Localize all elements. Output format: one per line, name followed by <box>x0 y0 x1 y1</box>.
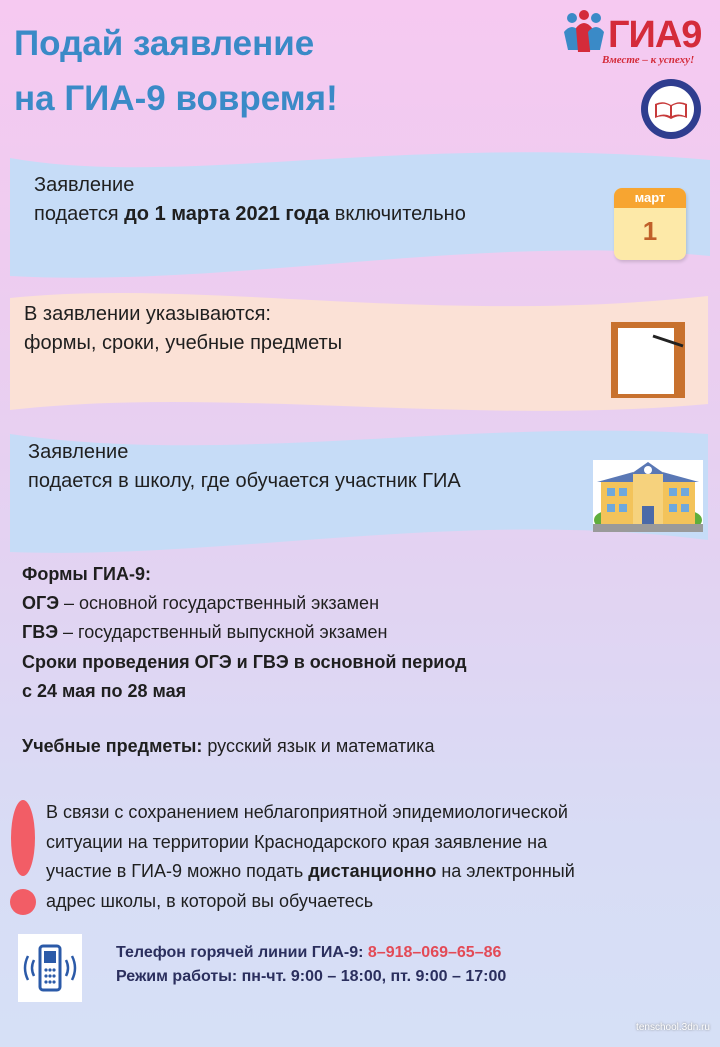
calendar-icon <box>614 188 686 260</box>
logo-slogan: Вместе – к успеху! <box>602 54 695 66</box>
forms-oge: ОГЭ – основной государственный экзамен <box>22 593 380 613</box>
calendar-day: 1 <box>642 216 658 246</box>
paper-pen-icon <box>611 322 685 398</box>
gia9-logo <box>560 10 718 72</box>
contents-banner <box>0 286 720 426</box>
calendar-month: март <box>614 188 686 208</box>
title-line-1: Подай заявление <box>14 24 315 63</box>
school-banner <box>0 428 720 556</box>
footer-site: tenschool.3dn.ru <box>636 1022 710 1033</box>
logo-text: ГИА9 <box>608 14 702 56</box>
hotline-hours: Режим работы: пн-чт. 9:00 – 18:00, пт. 9:00 – 17:00 <box>116 968 507 985</box>
hotline-phone: 8–918–069–65–86 <box>367 944 502 961</box>
people-icon <box>560 10 608 56</box>
deadline-banner <box>0 148 720 283</box>
hotline-label: Телефон горячей линии ГИА-9: <box>116 944 368 961</box>
school-building-icon <box>593 460 703 532</box>
dates-line-1: Сроки проведения ОГЭ и ГВЭ в основной период <box>22 652 467 672</box>
dates-line-2: с 24 мая по 28 мая <box>22 681 187 701</box>
ministry-emblem-icon <box>640 78 702 140</box>
school-line-1: Заявление <box>28 441 129 463</box>
school-line-2: подается в школу, где обучается участник ГИА <box>28 470 461 492</box>
subjects-label: Учебные предметы: <box>22 736 203 756</box>
title-line-2: на ГИА-9 вовремя! <box>14 79 338 118</box>
deadline-date: до 1 марта 2021 года <box>124 203 330 225</box>
deadline-line-1: Заявление <box>34 174 135 196</box>
contents-line-1: В заявлении указываются: <box>24 303 271 325</box>
forms-gve: ГВЭ – государственный выпускной экзамен <box>22 622 388 642</box>
page-title <box>14 16 338 126</box>
remote-keyword: дистанционно <box>308 861 437 881</box>
contents-line-2: формы, сроки, учебные предметы <box>24 332 343 354</box>
remote-notice: В связи с сохранением неблагоприятной эпидемиологической ситуации на территории Краснодарского края заявление на участие в ГИА-9 можно подать дистанционно на электронный адрес школы, в которой вы обучаетесь <box>46 802 575 911</box>
hotline-info <box>116 941 506 989</box>
forms-heading: Формы ГИА-9: <box>22 564 151 584</box>
phone-icon <box>18 934 82 1002</box>
dates-section <box>22 648 467 706</box>
subjects-line <box>22 732 434 761</box>
exclamation-icon <box>8 800 38 922</box>
deadline-line-2: подается до 1 марта 2021 года включительно <box>34 203 466 225</box>
forms-section <box>22 560 387 647</box>
subjects-value: русский язык и математика <box>202 736 435 756</box>
